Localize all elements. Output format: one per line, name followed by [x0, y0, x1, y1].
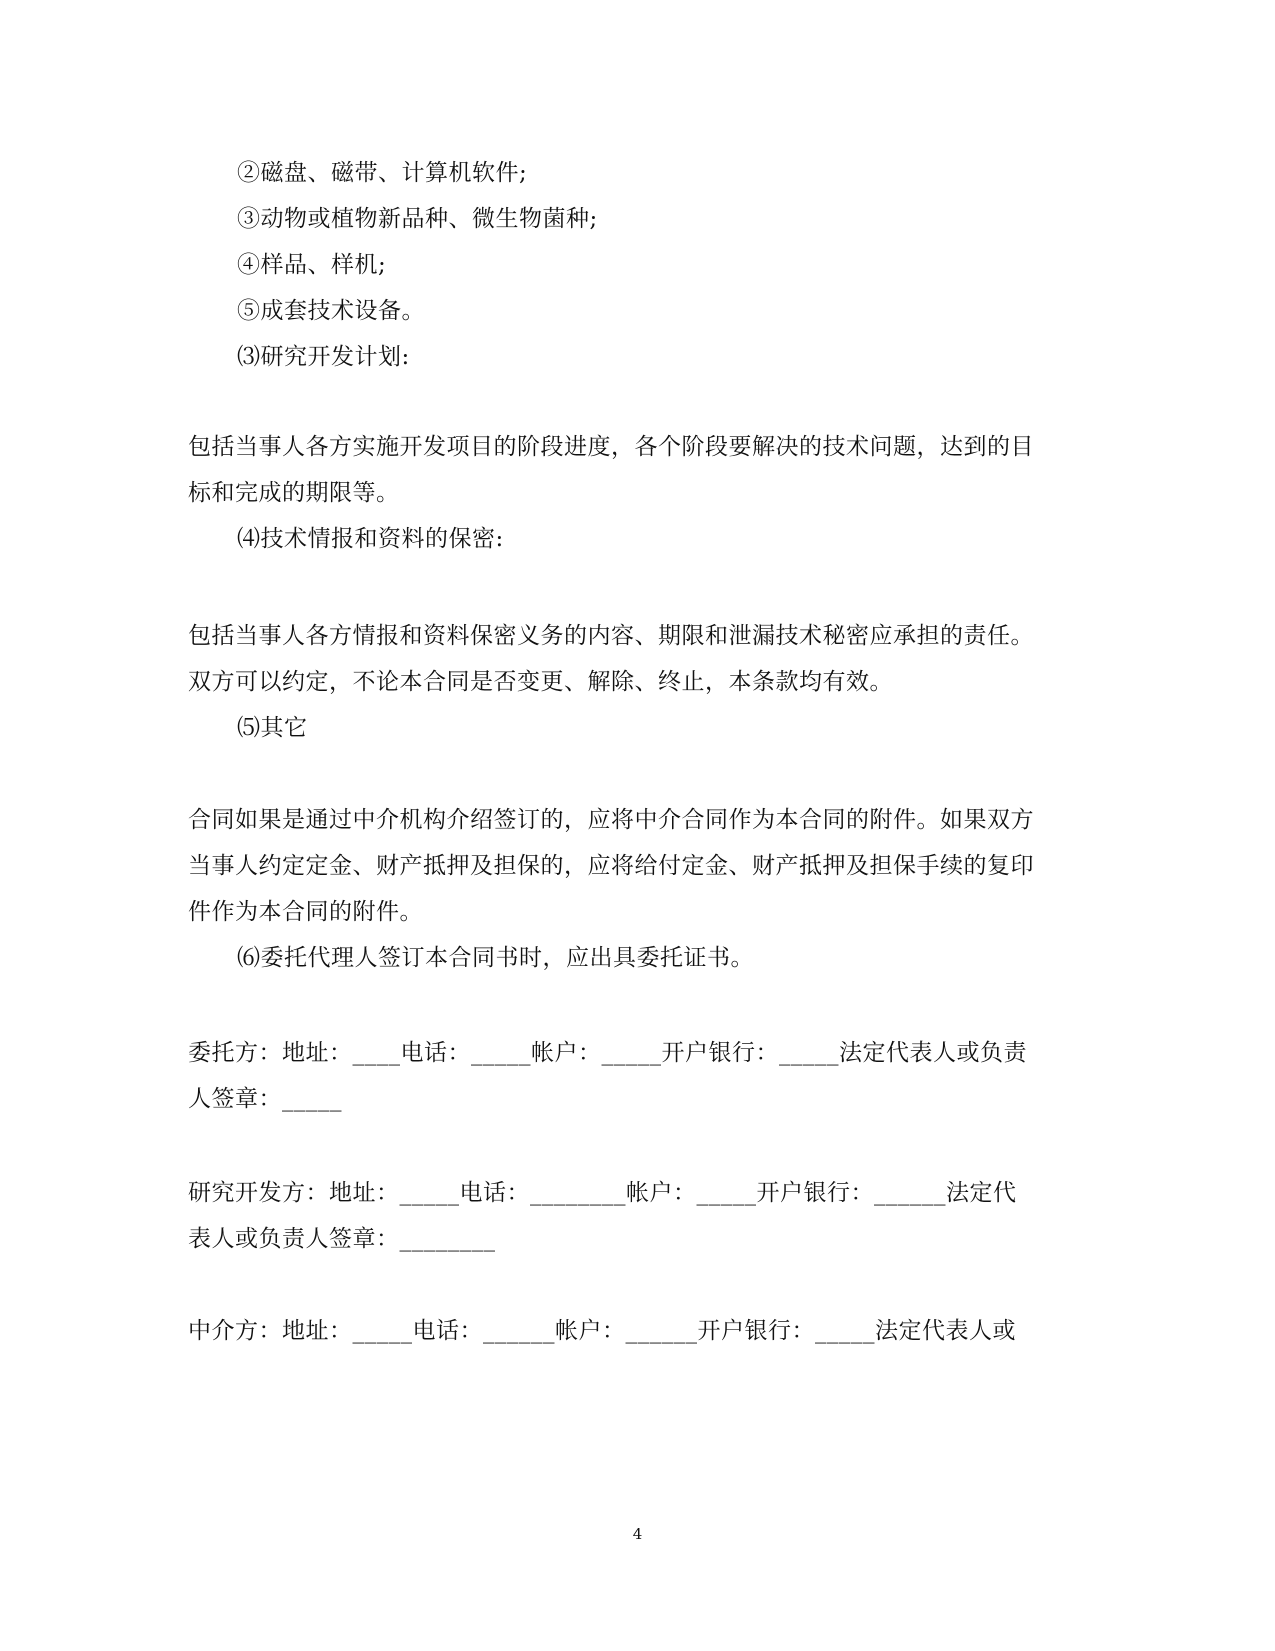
section-heading-rd-plan: ⑶研究开发计划: — [237, 344, 410, 370]
signature-block-developer-line-2: 表人或负责人签章：________ — [188, 1226, 496, 1252]
list-item-plant-animal-varieties: ③动物或植物新品种、微生物菌种; — [237, 206, 598, 232]
page-number: 4 — [632, 1525, 643, 1543]
paragraph-confidentiality-line-1: 包括当事人各方情报和资料保密义务的内容、期限和泄漏技术秘密应承担的责任。 — [188, 623, 1034, 649]
paragraph-other-line-3: 件作为本合同的附件。 — [188, 899, 423, 925]
section-heading-confidentiality: ⑷技术情报和资料的保密: — [237, 526, 504, 552]
list-item-samples: ④样品、样机; — [237, 252, 387, 278]
signature-block-developer-line-1: 研究开发方：地址：_____电话：________帐户：_____开户银行：______法定代 — [188, 1180, 1017, 1206]
list-item-disk-software: ②磁盘、磁带、计算机软件; — [237, 160, 528, 186]
signature-block-client-line-2: 人签章：_____ — [188, 1086, 342, 1112]
paragraph-rd-plan-line-1: 包括当事人各方实施开发项目的阶段进度，各个阶段要解决的技术问题，达到的目 — [188, 434, 1034, 460]
paragraph-other-line-2: 当事人约定定金、财产抵押及担保的，应将给付定金、财产抵押及担保手续的复印 — [188, 853, 1034, 879]
section-heading-power-of-attorney: ⑹委托代理人签订本合同书时，应出具委托证书。 — [237, 945, 754, 971]
signature-block-intermediary-line-1: 中介方：地址：_____电话：______帐户：______开户银行：_____法定代表人或 — [188, 1318, 1016, 1344]
signature-block-client-line-1: 委托方：地址：____电话：_____帐户：_____开户银行：_____法定代表人或负责 — [188, 1040, 1027, 1066]
list-item-equipment: ⑤成套技术设备。 — [237, 298, 425, 324]
paragraph-confidentiality-line-2: 双方可以约定，不论本合同是否变更、解除、终止，本条款均有效。 — [188, 669, 893, 695]
paragraph-rd-plan-line-2: 标和完成的期限等。 — [188, 480, 400, 506]
paragraph-other-line-1: 合同如果是通过中介机构介绍签订的，应将中介合同作为本合同的附件。如果双方 — [188, 807, 1034, 833]
section-heading-other: ⑸其它 — [237, 715, 308, 741]
